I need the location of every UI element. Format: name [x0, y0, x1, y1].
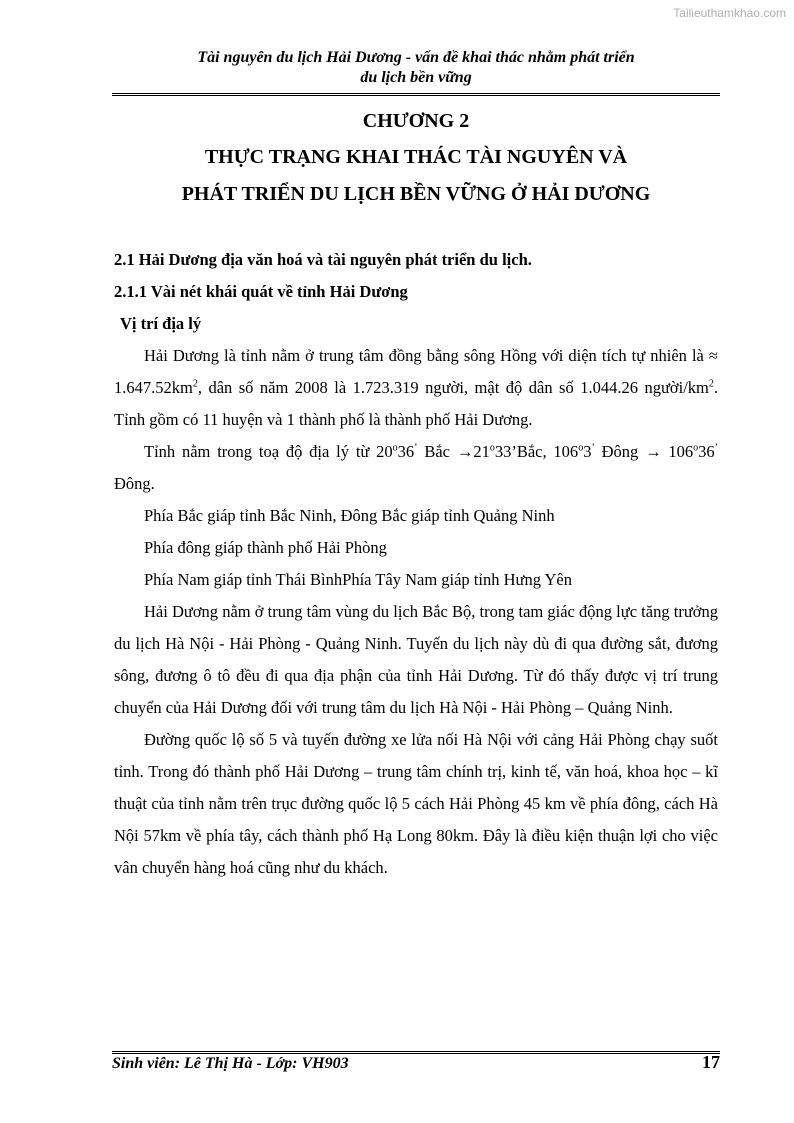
superscript: 2: [708, 378, 714, 390]
body-text: [114, 244, 718, 884]
superscript: ’: [714, 442, 719, 454]
superscript: o: [392, 442, 398, 454]
superscript: ’: [591, 442, 595, 454]
topic-heading: Vị trí địa lý: [120, 314, 202, 333]
para1-text-b: , dân số năm 2008 là 1.723.319 người, mật độ dân số 1.044.26 người/km: [197, 378, 709, 397]
para1-text-a: Hải Dương là tỉnh nằm ở trung tâm đồng bằng sông Hồng với diện tích tự nhiên là ≈ 1.647.52km: [114, 346, 718, 397]
superscript: ’: [414, 442, 418, 454]
superscript: o: [693, 442, 699, 454]
para2-text: 36: [698, 442, 715, 461]
running-header: [112, 48, 720, 88]
watermark: Tailieuthamkhao.com: [673, 6, 786, 20]
page-number: 17: [702, 1052, 720, 1072]
para2-text: 36: [397, 442, 415, 461]
paragraph-area-population: [114, 340, 718, 436]
border-east: Phía đông giáp thành phố Hải Phòng: [144, 538, 387, 557]
border-south: Phía Nam giáp tỉnh Thái BìnhPhía Tây Nam giáp tỉnh Hưng Yên: [144, 570, 572, 589]
chapter-title-line-1: THỰC TRẠNG KHAI THÁC TÀI NGUYÊN VÀ: [204, 146, 628, 168]
paragraph-tourism-region: Hải Dương nằm ở trung tâm vùng du lịch Bắc Bộ, trong tam giác động lực tăng trưởng du lịch Hà Nội - Hải Phòng - Quảng Ninh. Tuyến du lịch này dù đi qua đường sắt, đương sông, đương ô tô đều đi qua địa phận của tỉnh Hải Dương. Từ đó thấy được vị trí trung chuyển của Hải Dương đối với trung tâm du lịch Hà Nội - Hải Phòng – Quảng Ninh.: [114, 602, 718, 717]
chapter-title-line-2: PHÁT TRIỂN DU LỊCH BỀN VỮNG Ở HẢI DƯƠNG: [181, 183, 651, 205]
border-north: Phía Bắc giáp tỉnh Bắc Ninh, Đông Bắc giáp tỉnh Quảng Ninh: [144, 506, 555, 525]
footer-student: Sinh viên: Lê Thị Hà - Lớp: VH903: [112, 1055, 349, 1072]
para2-text: Đông → 106: [594, 442, 694, 461]
section-heading: 2.1 Hải Dương địa văn hoá và tài nguyên phát triển du lịch.: [114, 250, 532, 269]
subsection-heading: 2.1.1 Vài nét khái quát về tỉnh Hải Dương: [114, 282, 408, 301]
superscript: o: [489, 442, 495, 454]
para2-text: 33’Bắc, 106: [494, 442, 579, 461]
paragraph-coordinates: [114, 436, 718, 500]
chapter-number: CHƯƠNG 2: [362, 110, 470, 132]
para2-text: Đông.: [114, 474, 155, 493]
superscript: 2: [192, 378, 198, 390]
para2-text: 3: [583, 442, 592, 461]
paragraph-transport: Đường quốc lộ số 5 và tuyến đường xe lửa nối Hà Nội với cảng Hải Phòng chạy suốt tỉnh. Trong đó thành phố Hải Dương – trung tâm chính trị, kinh tế, văn hoá, khoa học – kĩ thuật của tỉnh nằm trên trục đường quốc lộ 5 cách Hải Phòng 45 km về phía đông, cách Hà Nội 57km về phía tây, cách thành phố Hạ Long 80km. Đây là điều kiện thuận lợi cho việc vân chuyển hàng hoá cũng như du khách.: [114, 730, 718, 877]
para2-text: Tỉnh nằm trong toạ độ địa lý từ 20: [144, 442, 393, 461]
footer-rule: [112, 1051, 720, 1054]
header-rule: [112, 93, 720, 96]
para2-text: Bắc →21: [417, 442, 490, 461]
header-line-2: du lịch bền vững: [360, 69, 472, 86]
para1-text-c: . Tỉnh gồm có 11 huyện và 1 thành phố là thành phố Hải Dương.: [114, 378, 718, 429]
superscript: o: [578, 442, 584, 454]
header-line-1: Tài nguyên du lịch Hải Dương - vấn đề khai thác nhằm phát triển: [197, 49, 635, 66]
